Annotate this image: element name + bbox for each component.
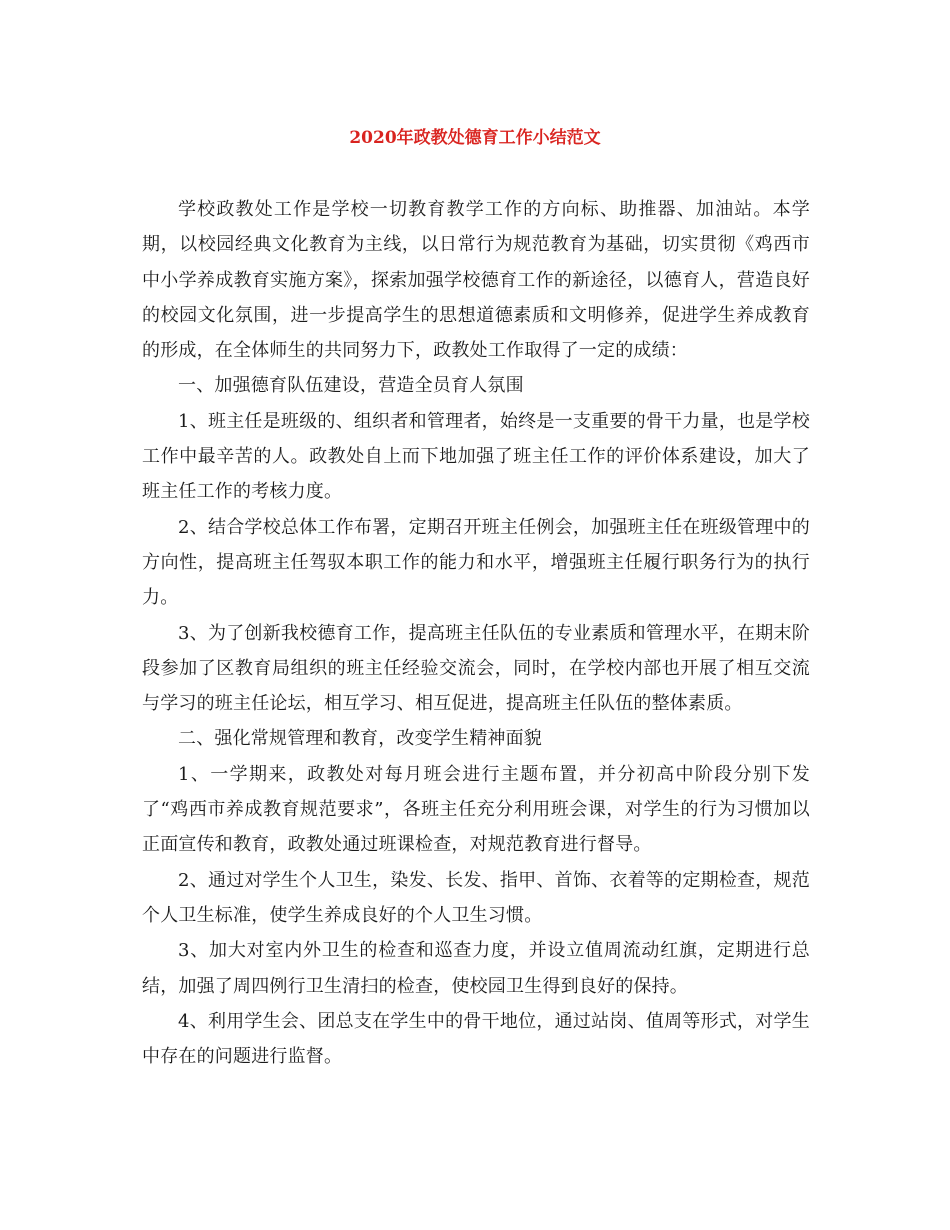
paragraph-1-1: 1、班主任是班级的、组织者和管理者，始终是一支重要的骨干力量，也是学校工作中最辛苦的人。政教处自上而下地加强了班主任工作的评价体系建设，加大了班主任工作的考核力度。	[142, 410, 810, 503]
document-body	[142, 192, 810, 1074]
section-heading-2: 二、强化常规管理和教育，改变学生精神面貌	[178, 728, 542, 750]
section-heading-1: 一、加强德育队伍建设，营造全员育人氛围	[178, 375, 524, 397]
paragraph-2-3: 3、加大对室内外卫生的检查和巡查力度，并设立值周流动红旗，定期进行总结，加强了周四例行卫生清扫的检查，使校园卫生得到良好的保持。	[142, 940, 810, 997]
paragraph-1-3: 3、为了创新我校德育工作，提高班主任队伍的专业素质和管理水平，在期末阶段参加了区教育局组织的班主任经验交流会，同时，在学校内部也开展了相互交流与学习的班主任论坛，相互学习、相互促进，提高班主任队伍的整体素质。	[142, 622, 810, 715]
paragraph-2-4: 4、利用学生会、团总支在学生中的骨干地位，通过站岗、值周等形式，对学生中存在的问题进行监督。	[142, 1010, 810, 1068]
paragraph-2-2: 2、通过对学生个人卫生，染发、长发、指甲、首饰、衣着等的定期检查，规范个人卫生标准，使学生养成良好的个人卫生习惯。	[142, 869, 810, 926]
paragraph-2-1: 1、一学期来，政教处对每月班会进行主题布置，并分初高中阶段分别下发了“鸡西市养成教育规范要求”，各班主任充分利用班会课，对学生的行为习惯加以正面宣传和教育，政教处通过班课检查，对规范教育进行督导。	[142, 763, 810, 856]
paragraph-1-2: 2、结合学校总体工作布署，定期召开班主任例会，加强班主任在班级管理中的方向性，提高班主任驾驭本职工作的能力和水平，增强班主任履行职务行为的执行力。	[142, 516, 810, 609]
document-title: 2020年政教处德育工作小结范文	[349, 128, 601, 148]
paragraph-intro: 学校政教处工作是学校一切教育教学工作的方向标、助推器、加油站。本学期，以校园经典文化教育为主线，以日常行为规范教育为基础，切实贯彻《鸡西市中小学养成教育实施方案》，探索加强学校德育工作的新途径，以德育人，营造良好的校园文化氛围，进一步提高学生的思想道德素质和文明修养，促进学生养成教育的形成，在全体师生的共同努力下，政教处工作取得了一定的成绩：	[142, 199, 810, 362]
